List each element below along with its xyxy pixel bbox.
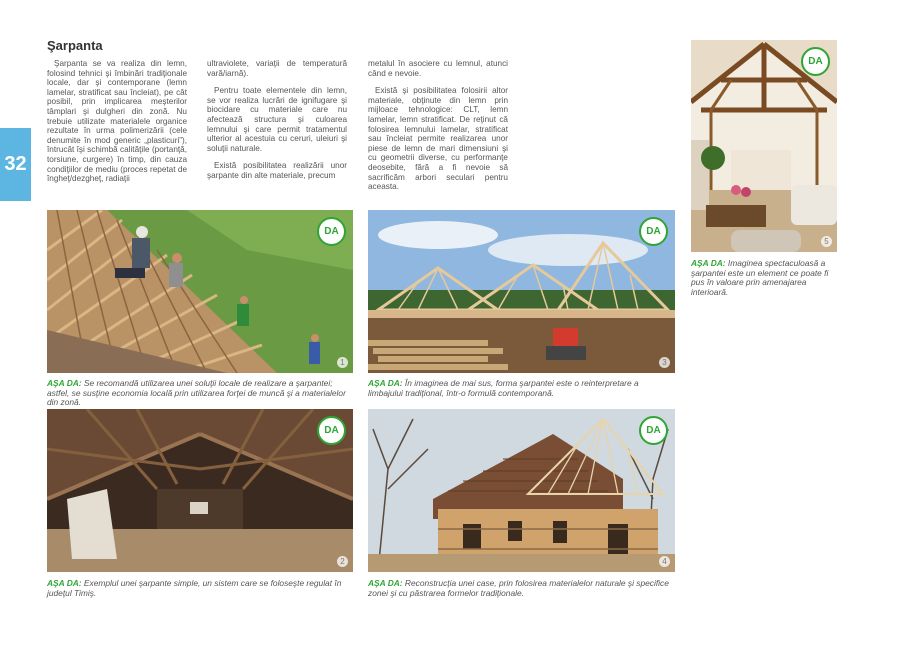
da-badge: DA (801, 47, 830, 76)
da-badge: DA (317, 217, 346, 246)
intro-paragraph: Există posibilitatea realizării unor şarpante din alte materiale, precum (207, 161, 347, 180)
intro-paragraph: Există şi posibilitatea folosirii altor materiale, obţinute din lemn prin mijloace tehnologice: CLT, lemn lamelar, lemn stratificat. De reţinut că folosirea lemnului lamelar, stratificat sau încleiat permite realizarea unor piese de lemn de mari dimensiuni şi cu geometrii diverse, cu performanţe deosebite, fără a fi nevoie să sacrificăm arbori seculari pentru aceasta. (368, 86, 508, 192)
caption-label: AŞA DA: (47, 378, 82, 388)
photo-number: 3 (659, 357, 670, 368)
intro-paragraph: Şarpanta se va realiza din lemn, folosind tehnici şi îmbinări tradiţionale locale, dar şi contemporane (lemn lamelar, stratificat sau încleiat), pe cât posibil, prin implicarea meşterilor tâmplari şi dulgheri din zonă. Nu trebuie utilizate materialele organice rezultate în urma polimerizării (cele denumite în mod generic „plasticuri”), întrucât îşi schimbă calităţile (portanţă, torsiune, curgere) în timp, din cauza condiţiilor de mediu (proces repetat de îngheţ/dezgheţ, radiaţii (47, 59, 187, 184)
caption-text: Exemplul unei şarpante simple, un sistem care se foloseşte regulat în judeţul Timiş. (47, 578, 342, 598)
da-badge: DA (639, 416, 668, 445)
photo-attic-roof (47, 409, 353, 572)
photo-caption (47, 579, 353, 598)
photo-number: 1 (337, 357, 348, 368)
caption-label: AŞA DA: (691, 258, 726, 268)
photo-roof-trusses (368, 210, 675, 373)
da-badge: DA (639, 217, 668, 246)
caption-text: În imaginea de mai sus, forma şarpantei este o reinterpretare a limbajului tradiţional, într-o formulă contemporană. (368, 378, 639, 398)
page-title: Şarpanta (47, 38, 103, 53)
caption-text: Se recomandă utilizarea unei soluţii locale de realizare a şarpantei; astfel, se susţine economia locală prin utilizarea forţei de muncă şi a materialelor din zonă. (47, 378, 346, 408)
photo-house-reconstruction (368, 409, 675, 572)
intro-paragraph: ultraviolete, variaţii de temperatură vară/iarnă). (207, 59, 347, 78)
photo-caption (368, 579, 675, 598)
caption-text: Imaginea spectaculoasă a şarpantei este un element ce poate fi pus în valoare prin amenajarea interioară. (691, 258, 829, 297)
photo-number: 4 (659, 556, 670, 567)
photo-interior-roof (691, 40, 837, 252)
caption-text: Reconstrucţia unei case, prin folosirea materialelor naturale şi specifice zonei şi cu păstrarea formelor tradiţionale. (368, 578, 669, 598)
photo-number: 2 (337, 556, 348, 567)
intro-paragraph: metalul în asociere cu lemnul, atunci când e nevoie. (368, 59, 508, 78)
photo-caption (368, 379, 675, 398)
caption-label: AŞA DA: (368, 578, 403, 588)
intro-column-2 (207, 59, 347, 189)
intro-column-3 (368, 59, 508, 200)
intro-paragraph: Pentru toate elementele din lemn, se vor realiza lucrări de ignifugare şi biocidare cu materiale care nu afectează structura şi culoarea lemnului şi care permit tratamentul ulterior al acestuia cu ceruri, uleiuri şi soluţii naturale. (207, 86, 347, 153)
caption-label: AŞA DA: (368, 378, 403, 388)
page-number: 32 (4, 153, 27, 175)
page-number-tab (0, 128, 31, 201)
photo-caption (47, 379, 353, 408)
intro-column-1 (47, 59, 187, 192)
photo-workers-roof (47, 210, 353, 373)
da-badge: DA (317, 416, 346, 445)
photo-number: 5 (821, 236, 832, 247)
photo-caption (691, 259, 837, 297)
caption-label: AŞA DA: (47, 578, 82, 588)
